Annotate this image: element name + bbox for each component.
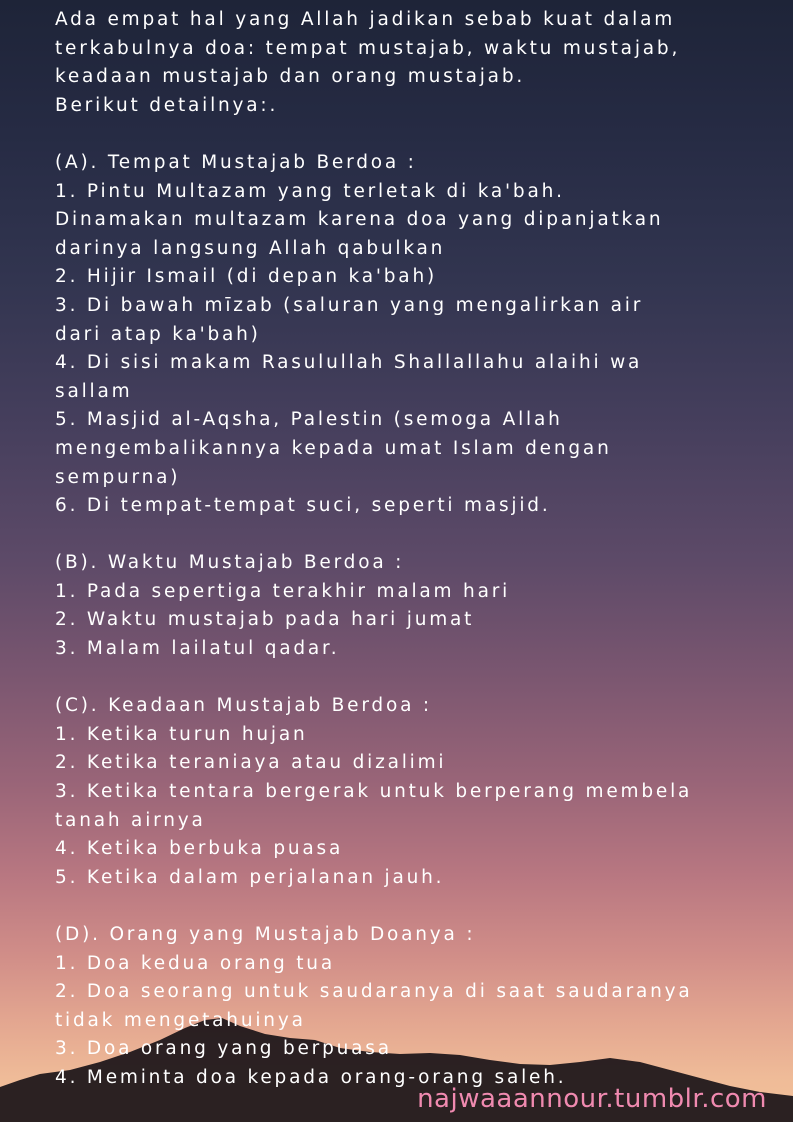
text-line: 1. Pintu Multazam yang terletak di ka'bah. (55, 180, 565, 202)
text-line: (C). Keadaan Mustajab Berdoa : (55, 695, 432, 717)
text-line: tanah airnya (55, 809, 206, 831)
text-line: (B). Waktu Mustajab Berdoa : (55, 552, 405, 574)
text-line: Ada empat hal yang Allah jadikan sebab kuat dalam (55, 9, 676, 30)
text-line: Dinamakan multazam karena doa yang dipanjatkan (55, 209, 664, 231)
blank-line (55, 120, 775, 149)
text-line: 1. Ketika turun hujan (55, 723, 308, 745)
text-line: 2. Doa seorang untuk saudaranya di saat saudaranya (55, 981, 693, 1003)
text-line: (D). Orang yang Mustajab Doanya : (55, 924, 476, 945)
prayer-text-block (55, 6, 775, 1093)
text-line: 4. Meminta doa kepada orang-orang saleh. (55, 1066, 567, 1088)
text-line: 3. Ketika tentara bergerak untuk berperang membela (55, 781, 693, 803)
text-line: 3. Malam lailatul qadar. (55, 638, 340, 660)
text-line: 2. Hijir Ismail (di depan ka'bah) (55, 266, 437, 288)
text-line: 3. Di bawah mīzab (saluran yang mengalirkan air (55, 294, 644, 316)
text-line: 6. Di tempat-tempat suci, seperti masjid. (55, 495, 551, 517)
blank-line (55, 521, 775, 550)
text-line: Berikut detailnya:. (55, 94, 279, 116)
text-line: tidak mengetahuinya (55, 1009, 306, 1031)
text-line: 1. Doa kedua orang tua (55, 952, 335, 974)
text-line: 1. Pada sepertiga terakhir malam hari (55, 580, 511, 602)
text-line: 5. Ketika dalam perjalanan jauh. (55, 866, 445, 888)
text-line: keadaan mustajab dan orang mustajab. (55, 66, 526, 88)
text-line: terkabulnya doa: tempat mustajab, waktu mustajab, (55, 37, 681, 59)
text-line: 4. Di sisi makam Rasulullah Shallallahu alaihi wa (55, 352, 643, 374)
blank-line (55, 892, 775, 921)
text-line: 2. Ketika teraniaya atau dizalimi (55, 752, 447, 774)
text-line: sallam (55, 380, 133, 402)
text-line: dari atap ka'bah) (55, 323, 261, 345)
text-line: 5. Masjid al-Aqsha, Palestin (semoga Allah (55, 409, 563, 431)
watermark: najwaaannour.tumblr.com (417, 1084, 767, 1114)
text-line: darinya langsung Allah qabulkan (55, 237, 446, 259)
text-line: mengembalikannya kepada umat Islam dengan (55, 437, 612, 459)
text-line: sempurna) (55, 466, 181, 488)
blank-line (55, 664, 775, 693)
text-line: (A). Tempat Mustajab Berdoa : (55, 151, 417, 173)
text-line: 2. Waktu mustajab pada hari jumat (55, 609, 475, 631)
text-line: 4. Ketika berbuka puasa (55, 838, 344, 860)
text-line: 3. Doa orang yang berpuasa (55, 1038, 392, 1060)
